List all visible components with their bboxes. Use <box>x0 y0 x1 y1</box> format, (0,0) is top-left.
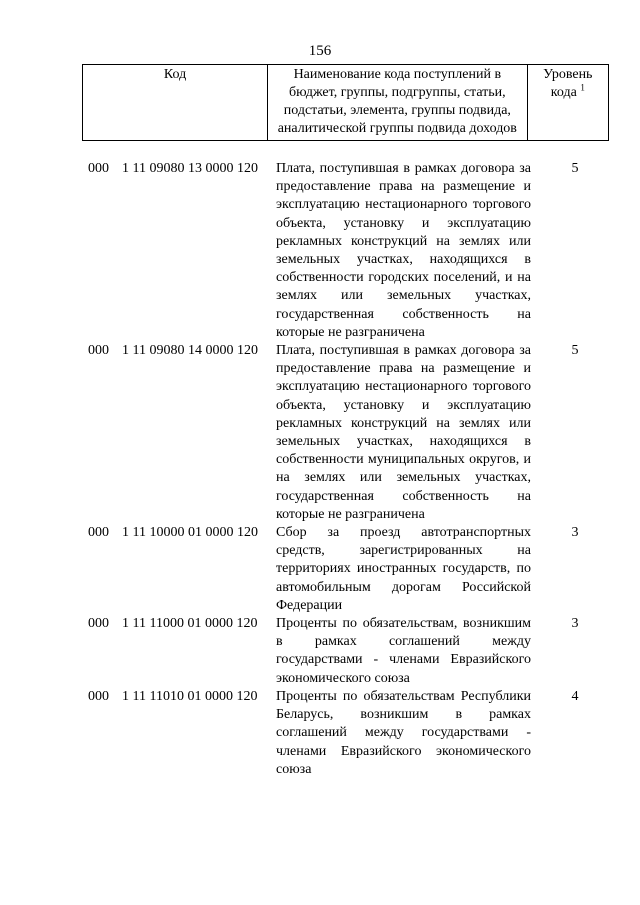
code-level: 3 <box>571 616 579 632</box>
revenue-name: Проценты по обязательствам, возникшим в рамках соглашений между государствами - членами Евразийского экономического союза <box>276 616 531 686</box>
table-header <box>82 64 609 141</box>
code-level: 3 <box>571 525 579 541</box>
revenue-code: 1 11 09080 14 0000 120 <box>122 343 258 359</box>
revenue-name: Сбор за проезд автотранспортных средств, зарегистрированных на территориях иностранных государств, по автомобильным дорогам Российской Федерации <box>276 525 531 613</box>
header-code: Код <box>83 65 268 141</box>
admin-code: 000 <box>88 688 109 704</box>
header-name: Наименование кода поступлений в бюджет, группы, подгруппы, статьи, подстатьи, элемента, группы подвида, аналитической группы подвида доходов <box>268 65 528 141</box>
table-header-row <box>83 65 609 141</box>
header-level-footnote: 1 <box>580 82 585 93</box>
admin-code: 000 <box>88 161 109 176</box>
code-level: 5 <box>571 161 579 176</box>
table-body <box>82 160 609 779</box>
revenue-code: 1 11 10000 01 0000 120 <box>122 525 258 541</box>
header-level: Уровень кода <box>543 67 593 100</box>
revenue-name: Плата, поступившая в рамках договора за предоставление права на размещение и эксплуатацию нестационарного торгового объекта, установку и эксплуатацию рекламных конструкций на землях или земельных участках, находящихся в собственности городских поселений, и на землях или земельных участках, государственная собственность на которые не разграничена <box>276 161 531 340</box>
admin-code: 000 <box>88 616 109 632</box>
page-number: 156 <box>308 43 332 59</box>
table-row <box>82 342 609 524</box>
revenue-name: Проценты по обязательствам Республики Беларусь, возникшим в рамках соглашений между государствами - членами Евразийского экономического союза <box>276 688 531 777</box>
header-level-cell <box>527 65 608 141</box>
revenue-code: 1 11 11010 01 0000 120 <box>122 688 258 704</box>
table-row <box>82 160 609 342</box>
admin-code: 000 <box>88 525 109 541</box>
revenue-code: 1 11 09080 13 0000 120 <box>122 161 258 176</box>
revenue-code: 1 11 11000 01 0000 120 <box>122 616 258 632</box>
revenue-name: Плата, поступившая в рамках договора за предоставление права на размещение и эксплуатацию нестационарного торгового объекта, установку и эксплуатацию рекламных конструкций на землях или земельных участках, находящихся в собственности муниципальных округов, и на землях или земельных участках, государственная собственность на которые не разграничена <box>276 343 531 522</box>
admin-code: 000 <box>88 343 109 359</box>
table-row <box>82 688 609 779</box>
table-row <box>82 615 609 688</box>
code-level: 4 <box>571 688 579 704</box>
code-level: 5 <box>571 343 579 359</box>
table-row <box>82 524 609 615</box>
